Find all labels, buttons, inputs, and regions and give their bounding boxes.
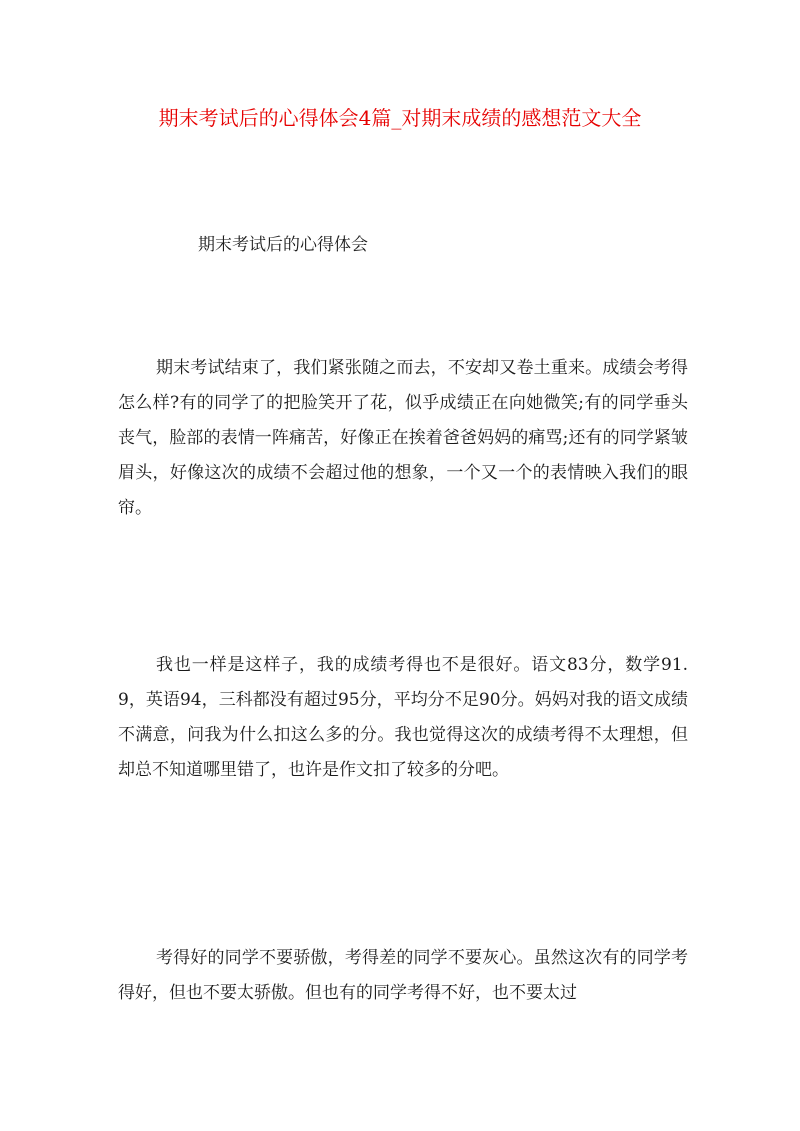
body-paragraph: 我也一样是这样子，我的成绩考得也不是很好。语文83分，数学91.9，英语94，三科都没有超过95分，平均分不足90分。妈妈对我的语文成绩不满意，问我为什么扣这么多的分。我也觉得这次的成绩考得不太理想，但却总不知道哪里错了，也许是作文扣了较多的分吧。 [118, 655, 688, 780]
body-paragraph: 期末考试结束了，我们紧张随之而去，不安却又卷土重来。成绩会考得怎么样?有的同学了的把脸笑开了花，似乎成绩正在向她微笑;有的同学垂头丧气，脸部的表情一阵痛苦，好像正在挨着爸爸妈妈的痛骂;还有的同学紧皱眉头，好像这次的成绩不会超过他的想象，一个又一个的表情映入我们的眼帘。 [118, 358, 688, 518]
body-paragraph: 考得好的同学不要骄傲，考得差的同学不要灰心。虽然这次有的同学考得好，但也不要太骄傲。但也有的同学考得不好，也不要太过 [118, 948, 688, 1003]
section-heading: 期末考试后的心得体会 [198, 235, 368, 255]
document-title: 期末考试后的心得体会4篇_对期末成绩的感想范文大全 [158, 106, 642, 130]
